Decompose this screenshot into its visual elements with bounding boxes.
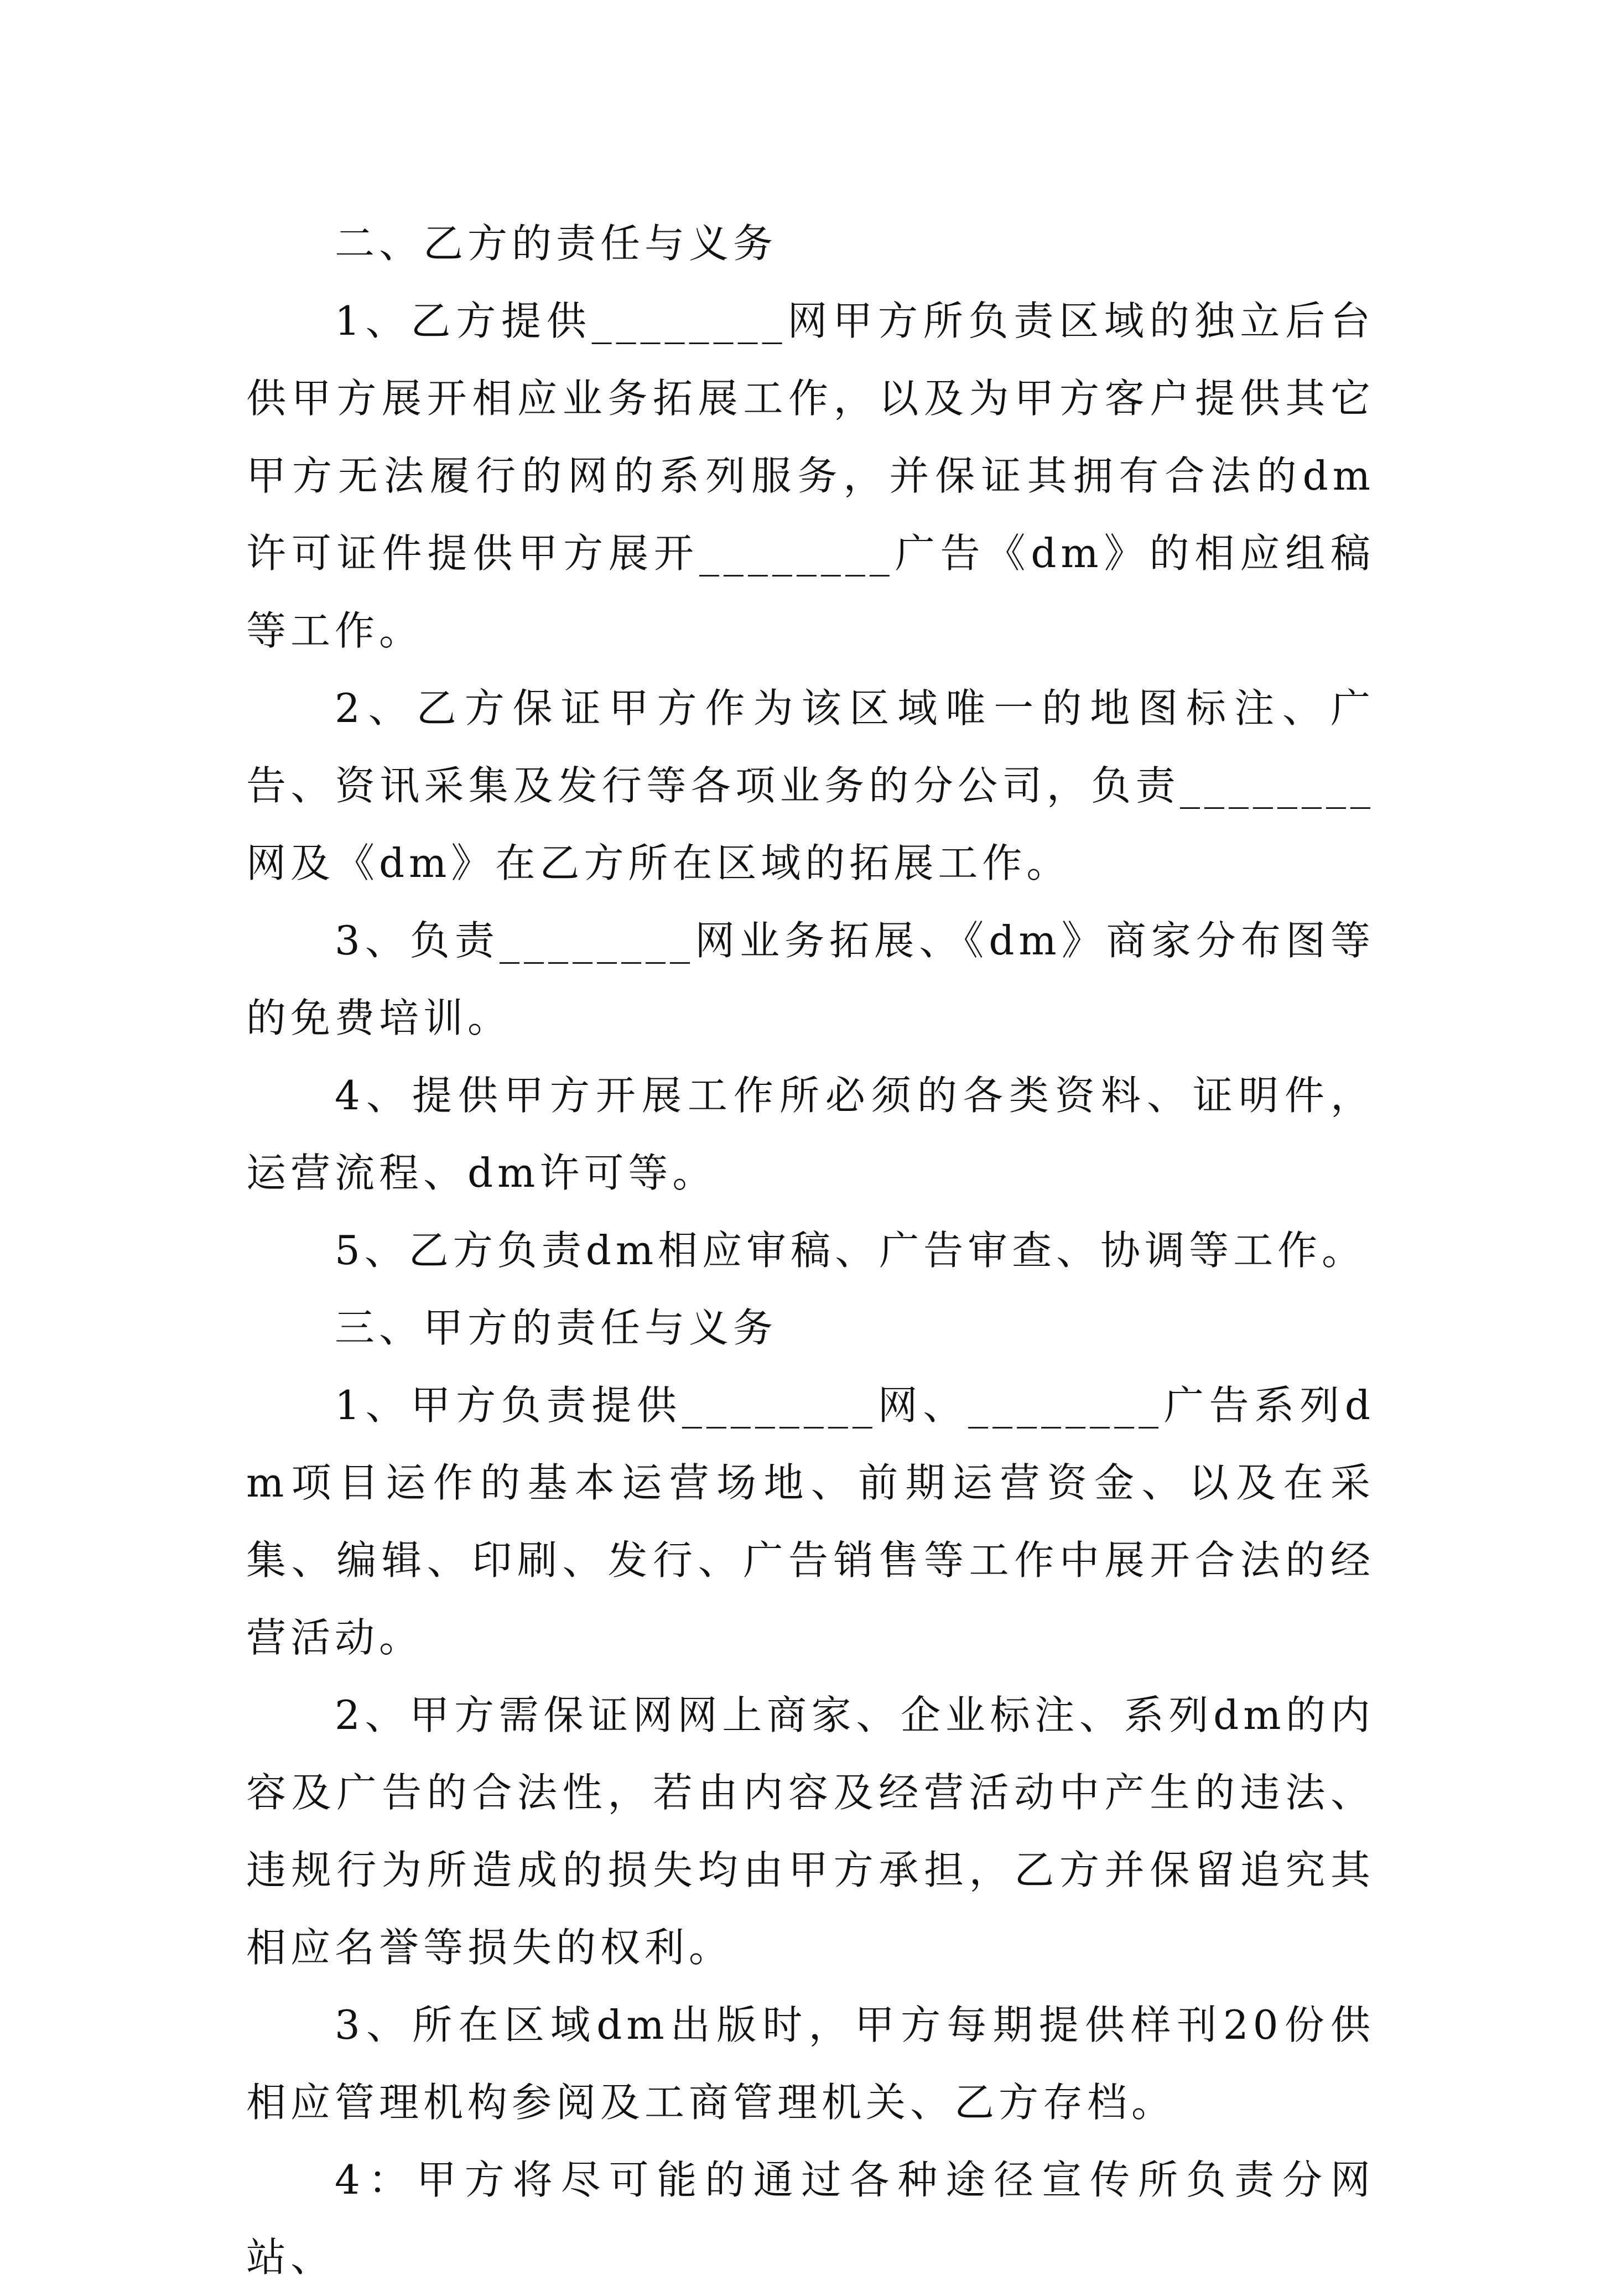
clause-paragraph: 3、负责________网业务拓展、《dm》商家分布图等的免费培训。 <box>246 917 1375 1041</box>
section-heading-party-b: 二、乙方的责任与义务 <box>335 220 778 267</box>
clause-paragraph: 1、甲方负责提供________网、________广告系列dm项目运作的基本运营场地、前期运营资金、以及在采集、编辑、印刷、发行、广告销售等工作中展开合法的经营活动。 <box>246 1382 1375 1661</box>
clause-paragraph: 3、所在区域dm出版时，甲方每期提供样刊20份供相应管理机构参阅及工商管理机关、乙方存档。 <box>246 2002 1375 2126</box>
clause-paragraph: 2、甲方需保证网网上商家、企业标注、系列dm的内容及广告的合法性，若由内容及经营活动中产生的违法、违规行为所造成的损失均由甲方承担，乙方并保留追究其相应名誉等损失的权利。 <box>246 1692 1375 1971</box>
clause-paragraph: 4：甲方将尽可能的通过各种途径宣传所负责分网站、 <box>246 2157 1375 2281</box>
section-heading-party-a: 三、甲方的责任与义务 <box>335 1305 778 1351</box>
clause-paragraph: 1、乙方提供________网甲方所负责区域的独立后台供甲方展开相应业务拓展工作，以及为甲方客户提供其它甲方无法履行的网的系列服务，并保证其拥有合法的dm许可证件提供甲方展开________广告《dm》的相应组稿等工作。 <box>246 298 1375 654</box>
document-body <box>246 205 1375 2296</box>
clause-paragraph: 2、乙方保证甲方作为该区域唯一的地图标注、广告、资讯采集及发行等各项业务的分公司，负责________网及《dm》在乙方所在区域的拓展工作。 <box>246 685 1375 886</box>
clause-paragraph: 5、乙方负责dm相应审稿、广告审查、协调等工作。 <box>335 1227 1366 1274</box>
clause-paragraph: 4、提供甲方开展工作所必须的各类资料、证明件，运营流程、dm许可等。 <box>246 1072 1375 1196</box>
